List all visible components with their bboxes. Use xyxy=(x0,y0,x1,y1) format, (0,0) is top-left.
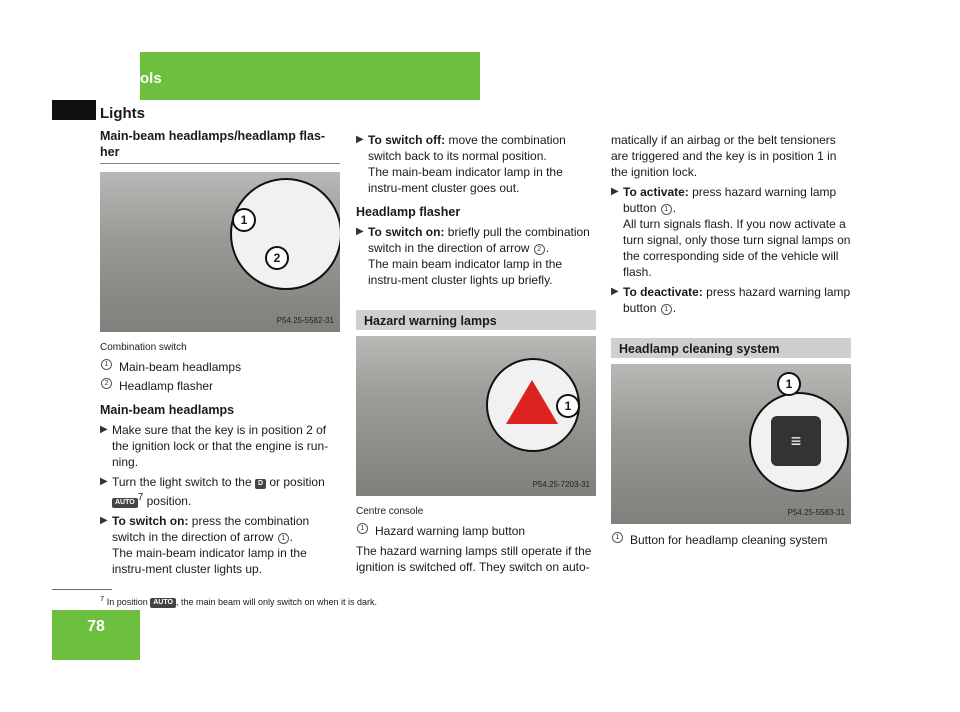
auto-icon: AUTO xyxy=(150,598,176,608)
bullet: ▶ To activate: press hazard warning lamp button 1 . All turn signals flash. If you now activate a turn signal, only those turn signal lamps on the corresponding side of the vehicle will flash. xyxy=(611,185,851,279)
cleaning-photo xyxy=(611,364,851,524)
photo-label: P54.25-5583-31 xyxy=(787,508,845,517)
callout-1: 1 xyxy=(556,394,580,418)
page-number: 78 xyxy=(87,618,105,635)
auto-icon: AUTO xyxy=(112,498,138,508)
legend-item-1: 1 Button for headlamp cleaning system xyxy=(611,532,851,548)
hazard-icon xyxy=(506,380,558,424)
combination-switch-photo xyxy=(100,172,340,332)
column-2 xyxy=(356,132,596,575)
caption: Centre console xyxy=(356,506,424,517)
photo-label: P54.25-7203-31 xyxy=(532,480,590,489)
subheading-flasher: Headlamp flasher xyxy=(356,205,461,219)
bullet: ▶ To switch on: press the combination switch in the direction of arrow 1 . The main-beam indicator lamp in the instru-ment cluster lights up. xyxy=(100,514,310,576)
callout-1: 1 xyxy=(232,208,256,232)
headlamp-cleaning-icon: ≡ xyxy=(771,416,821,466)
photo-label: P54.25-5582-31 xyxy=(276,316,334,325)
light-switch-icon: D xyxy=(255,479,266,489)
heading-main-beam: Main-beam headlamps/headlamp flas-her xyxy=(100,128,340,164)
subheading-main-beam: Main-beam headlamps xyxy=(100,403,235,417)
bullet: ▶ To deactivate: press hazard warning lamp button 1 . xyxy=(611,285,851,315)
section-hazard: Hazard warning lamps xyxy=(356,310,596,330)
caption: Combination switch xyxy=(100,342,187,353)
legend-item-1: 1 Hazard warning lamp button xyxy=(356,523,596,539)
callout-2: 2 xyxy=(265,246,289,270)
callout-1: 1 xyxy=(777,372,801,396)
bullet: ▶ To switch off: move the combination switch back to its normal position. The main-beam indicator lamp in the instru-ment cluster goes out. xyxy=(356,133,566,195)
legend-item-2: 2 Headlamp flasher xyxy=(100,378,340,394)
section-cleaning: Headlamp cleaning system xyxy=(611,338,851,358)
bullet: ▶ To switch on: briefly pull the combination switch in the direction of arrow 2 . The main beam indicator lamp in the instru-ment cluster lights up briefly. xyxy=(356,225,590,287)
footnote: $^7$ In position AUTO , the main beam will only switch on when it is dark. xyxy=(100,594,378,607)
bullet: ▶ Turn the light switch to the D or position AUTO $^7$ position. xyxy=(100,475,325,508)
callout-circle xyxy=(230,178,340,290)
paragraph: The hazard warning lamps still operate if the ignition is switched off. They switch on auto- xyxy=(356,544,592,574)
column-3 xyxy=(611,132,851,548)
column-1 xyxy=(100,128,340,577)
section-bar xyxy=(140,52,480,100)
paragraph: matically if an airbag or the belt tensioners are triggered and the key is in position 1 in the ignition lock. xyxy=(611,133,837,179)
footnote-rule xyxy=(52,589,112,590)
centre-console-photo xyxy=(356,336,596,496)
chapter-marker xyxy=(52,100,96,120)
legend-item-1: 1 Main-beam headlamps xyxy=(100,359,340,375)
bullet: ▶ Make sure that the key is in position 2 of the ignition lock or that the engine is run-ning. xyxy=(100,423,329,469)
section-title: Controls xyxy=(100,70,162,87)
chapter-title: Lights xyxy=(100,105,145,122)
